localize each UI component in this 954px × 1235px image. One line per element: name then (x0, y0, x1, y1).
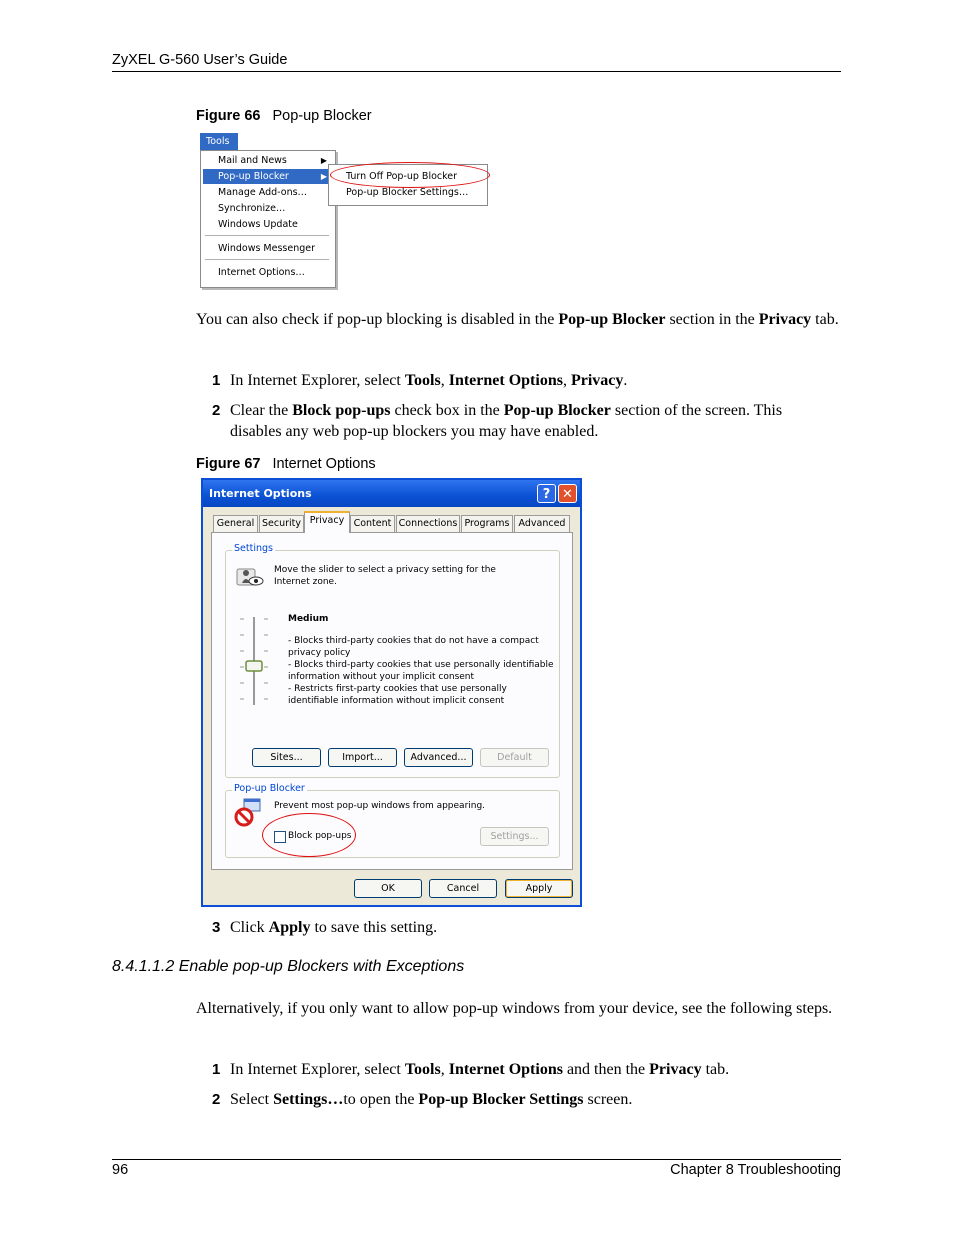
popup-blocker-description: Prevent most pop-up windows from appearing. (274, 801, 486, 811)
default-button[interactable]: Default (480, 748, 549, 767)
tab-advanced[interactable]: Advanced (514, 515, 570, 532)
tab-security[interactable]: Security (259, 515, 304, 532)
step-item: 2 Select Settings…to open the Pop-up Blocker Settings screen. (212, 1091, 633, 1108)
menu-item-windows-messenger[interactable]: Windows Messenger (218, 243, 316, 254)
tab-content[interactable]: Content (350, 515, 395, 532)
privacy-level-line: - Blocks third-party cookies that use personally identifiable information without your implicit consent (288, 660, 554, 682)
submenu-item-settings[interactable]: Pop-up Blocker Settings… (346, 187, 469, 198)
step-item: 3 Click Apply to save this setting. (212, 919, 438, 936)
popup-settings-button[interactable]: Settings... (480, 827, 549, 846)
step-item: 2 Clear the Block pop-ups check box in the Pop-up Blocker section of the screen. This disables any web pop-up blockers you may have enabled. (212, 402, 783, 440)
step-item: 1 In Internet Explorer, select Tools, Internet Options, Privacy. (212, 372, 628, 389)
privacy-level-name: Medium (288, 614, 329, 624)
tab-general[interactable]: General (213, 515, 258, 532)
popup-blocked-icon (234, 797, 264, 827)
highlight-oval (262, 813, 356, 857)
internet-options-dialog (201, 478, 582, 907)
tools-menu-screenshot (200, 133, 500, 288)
submenu-arrow-icon: ▶ (320, 172, 327, 181)
settings-group-title: Settings (234, 543, 273, 554)
footer-rule (112, 1159, 841, 1160)
privacy-panel (211, 532, 573, 870)
figure-67-caption (196, 456, 376, 472)
tab-programs[interactable]: Programs (461, 515, 513, 532)
tab-connections[interactable]: Connections (396, 515, 460, 532)
popup-blocker-group (225, 783, 560, 858)
figure-66-title: Pop-up Blocker (272, 108, 372, 124)
figure-67-title: Internet Options (272, 456, 376, 472)
menu-item-popup-blocker[interactable]: Pop-up Blocker ▶ (203, 169, 331, 184)
tools-menu-tab[interactable]: Tools (200, 133, 238, 150)
intro-paragraph: You can also check if pop-up blocking is disabled in the Pop-up Blocker section in the Privacy tab. (196, 311, 839, 328)
help-icon[interactable]: ? (537, 484, 556, 503)
step-item: 1 In Internet Explorer, select Tools, Internet Options and then the Privacy tab. (212, 1061, 730, 1078)
privacy-icon (234, 565, 266, 591)
submenu-arrow-icon: ▶ (320, 156, 327, 165)
advanced-button[interactable]: Advanced... (404, 748, 473, 767)
apply-button[interactable]: Apply (505, 879, 573, 898)
page-number: 96 (112, 1162, 129, 1178)
menu-item-internet-options[interactable]: Internet Options… (218, 267, 305, 278)
menu-item-manage-addons[interactable]: Manage Add-ons… (218, 187, 308, 198)
highlight-oval (330, 162, 490, 188)
figure-66-label: Figure 66 (196, 108, 261, 124)
figure-66-caption (196, 108, 372, 124)
ok-button[interactable]: OK (354, 879, 422, 898)
close-icon[interactable]: ✕ (558, 484, 577, 503)
figure-67-label: Figure 67 (196, 456, 261, 472)
block-popups-label: Block pop-ups (288, 831, 352, 841)
tools-dropdown (200, 150, 336, 288)
sites-button[interactable]: Sites... (252, 748, 321, 767)
section-heading: 8.4.1.1.2 Enable pop-up Blockers with Exceptions (112, 958, 465, 975)
dialog-titlebar (203, 480, 580, 507)
submenu-item-turn-off[interactable]: Turn Off Pop-up Blocker (346, 171, 458, 182)
settings-description: Move the slider to select a privacy setting for the Internet zone. (274, 565, 496, 587)
alternative-paragraph: Alternatively, if you only want to allow pop-up windows from your device, see the following steps. (196, 1000, 833, 1017)
tab-privacy[interactable]: Privacy (304, 511, 350, 533)
chapter-title: Chapter 8 Troubleshooting (670, 1162, 841, 1178)
header-rule (112, 71, 841, 72)
menu-separator (205, 235, 329, 236)
privacy-level-line: - Blocks third-party cookies that do not have a compact privacy policy (288, 636, 539, 658)
settings-group (225, 543, 560, 778)
dialog-title: Internet Options (209, 487, 312, 500)
import-button[interactable]: Import... (328, 748, 397, 767)
menu-item-synchronize[interactable]: Synchronize… (218, 203, 286, 214)
privacy-level-line: - Restricts first-party cookies that use personally identifiable information without implicit consent (288, 684, 507, 706)
popup-blocker-group-title: Pop-up Blocker (234, 783, 305, 794)
privacy-level-slider[interactable] (234, 611, 274, 711)
menu-separator (205, 259, 329, 260)
cancel-button[interactable]: Cancel (429, 879, 497, 898)
running-header: ZyXEL G-560 User’s Guide (112, 52, 288, 68)
menu-item-windows-update[interactable]: Windows Update (218, 219, 298, 230)
menu-item-mail-and-news[interactable]: Mail and News ▶ (218, 155, 327, 166)
